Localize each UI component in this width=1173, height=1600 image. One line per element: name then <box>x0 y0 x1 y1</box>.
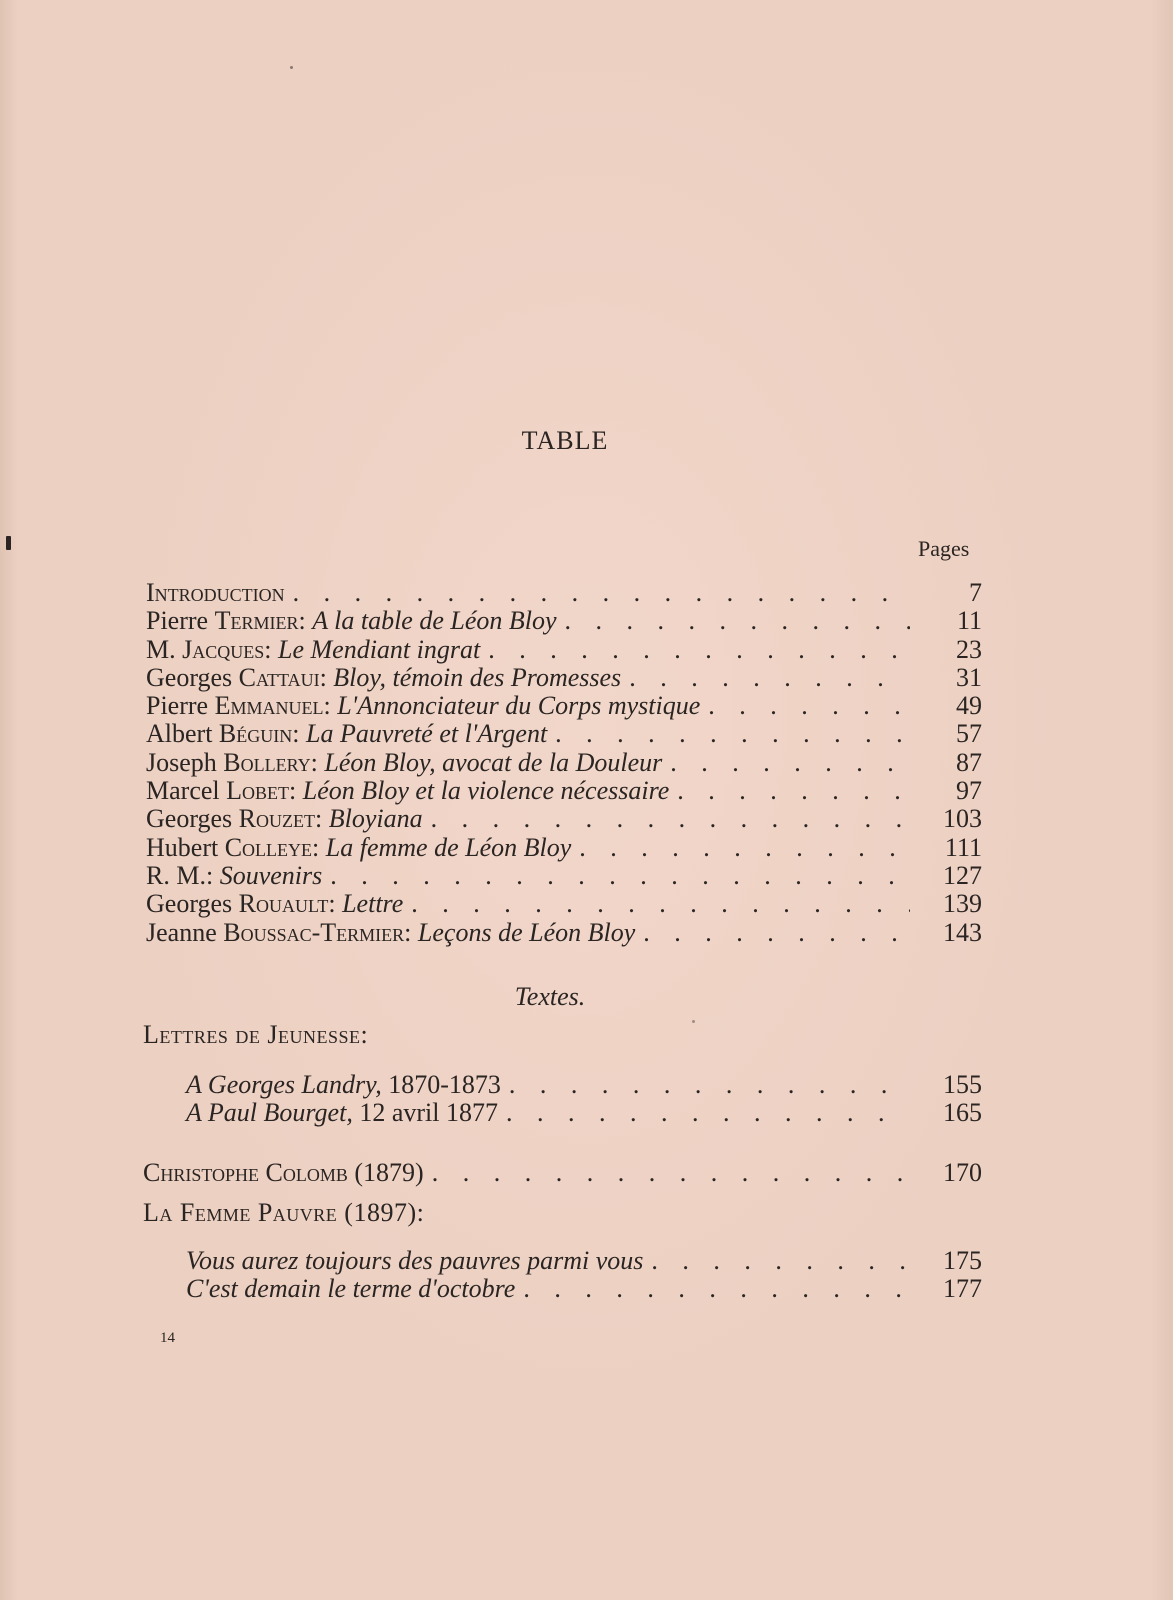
entry-page: 175 <box>943 1246 982 1275</box>
leader-dots <box>285 578 910 608</box>
toc-entry: Georges Cattaui: Bloy, témoin des Promesses . . . 31 <box>146 663 982 691</box>
entry-title: L'Annonciateur du Corps mystique <box>337 691 701 721</box>
entry-page: 49 <box>956 691 982 721</box>
entry-title: Le Mendiant ingrat <box>278 634 481 664</box>
entry-page: 97 <box>956 776 982 806</box>
leader-dots <box>480 635 910 665</box>
toc-entry: Georges Rouzet: Bloyiana . . . 103 <box>146 804 982 832</box>
leader-dots <box>498 1098 910 1128</box>
toc-entry: C'est demain le terme d'octobre . . . 177 <box>186 1274 982 1302</box>
entry-page: 170 <box>943 1158 982 1187</box>
entry-page: 165 <box>943 1098 982 1128</box>
entry-title: Léon Bloy et la violence nécessaire <box>302 776 670 806</box>
femme-pauvre-list <box>186 1246 982 1303</box>
toc-entry: M. Jacques: Le Mendiant ingrat . . . 23 <box>146 635 982 663</box>
entry-page: 31 <box>956 662 982 692</box>
christophe-entry <box>143 1158 982 1186</box>
leader-dots <box>571 833 910 863</box>
toc-entry: A Paul Bourget, 12 avril 1877 . . . 165 <box>186 1098 982 1126</box>
toc-entry <box>146 578 982 606</box>
toc-entry: Christophe Colomb (1879) . . . 170 <box>143 1158 982 1186</box>
leader-dots <box>662 748 910 778</box>
leader-dots <box>515 1274 910 1304</box>
toc-entry: Pierre Termier: A la table de Léon Bloy . . . 11 <box>146 606 982 634</box>
toc-entry: Hubert Colleye: La femme de Léon Bloy . . . 111 <box>146 833 982 861</box>
toc-entry: R. M.: Souvenirs . . . 127 <box>146 861 982 889</box>
leader-dots <box>557 606 910 636</box>
entry-author-surname: Colleye <box>224 832 313 862</box>
entry-author-surname: Cattaui <box>238 662 320 692</box>
ink-speck <box>290 66 293 69</box>
toc-entry: Vous aurez toujours des pauvres parmi vous . . . 175 <box>186 1246 982 1274</box>
entry-page: 87 <box>956 747 982 777</box>
entry-author-surname: Jacques <box>182 634 265 664</box>
leader-dots <box>547 719 910 749</box>
page-title: TABLE <box>521 426 609 455</box>
entry-author-surname: Lobet <box>226 776 290 806</box>
entry-page: 155 <box>943 1070 982 1099</box>
toc-entry: Joseph Bollery: Léon Bloy, avocat de la Douleur . . . 87 <box>146 748 982 776</box>
leader-dots <box>669 776 910 806</box>
entry-title: La Pauvreté et l'Argent <box>305 719 548 749</box>
entry-page: 103 <box>943 804 982 834</box>
entry-title: A la table de Léon Bloy <box>312 606 557 636</box>
leader-dots <box>700 691 910 721</box>
entry-title: La femme de Léon Bloy <box>325 832 572 862</box>
leader-dots <box>424 1158 910 1188</box>
entry-page: 23 <box>956 634 982 664</box>
leader-dots <box>635 918 910 948</box>
toc-entry: Pierre Emmanuel: L'Annonciateur du Corps mystique . . . 49 <box>146 691 982 719</box>
entry-page: 127 <box>943 860 982 890</box>
ink-speck <box>692 1020 695 1023</box>
toc-entry: A Georges Landry, 1870-1873 . . . 155 <box>186 1070 982 1098</box>
section-heading-femme-pauvre: La Femme Pauvre (1897): <box>143 1198 425 1227</box>
leader-dots <box>403 889 910 919</box>
entry-page: 143 <box>943 917 982 947</box>
entry-title: Bloyiana <box>328 804 423 834</box>
entry-page: 57 <box>956 719 982 749</box>
entry-title: Souvenirs <box>219 860 323 890</box>
leader-dots <box>643 1246 910 1276</box>
entry-author-surname: Emmanuel <box>214 691 324 721</box>
entry-author-surname: Rouault <box>238 889 329 919</box>
ink-speck <box>6 536 11 550</box>
toc-entry: Georges Rouault: Lettre . . . 139 <box>146 889 982 917</box>
leader-dots <box>501 1070 910 1100</box>
entry-author-surname: Boussac-Termier <box>223 917 405 947</box>
entry-author-surname: Termier <box>214 606 299 636</box>
leader-dots <box>423 804 910 834</box>
entry-page: 11 <box>956 606 982 636</box>
entry-author-surname: Bollery <box>223 747 311 777</box>
toc-entry: Jeanne Boussac-Termier: Leçons de Léon Bloy . . . 143 <box>146 918 982 946</box>
entry-author-surname: Rouzet <box>238 804 315 834</box>
entry-title: Léon Bloy, avocat de la Douleur <box>324 747 663 777</box>
entry-title: Leçons de Léon Bloy <box>417 917 636 947</box>
entry-author-surname: Introduction <box>146 578 285 607</box>
toc-entry: Albert Béguin: La Pauvreté et l'Argent . . . 57 <box>146 719 982 747</box>
entry-page: 7 <box>969 578 982 607</box>
entry-page: 177 <box>943 1274 982 1304</box>
pages-column-label: Pages <box>918 536 970 561</box>
entry-title: Lettre <box>342 889 404 919</box>
entry-page: 111 <box>944 832 982 862</box>
letters-list <box>186 1070 982 1127</box>
toc-entry: Marcel Lobet: Léon Bloy et la violence nécessaire . . . 97 <box>146 776 982 804</box>
leader-dots <box>621 663 910 693</box>
entry-page: 139 <box>943 889 982 919</box>
entry-title: Bloy, témoin des Promesses <box>333 662 622 692</box>
entry-author-surname: Béguin <box>218 719 293 749</box>
section-heading-lettres: Lettres de Jeunesse: <box>143 1020 369 1049</box>
page-number: 14 <box>160 1330 175 1346</box>
texts-heading: Textes. <box>514 982 586 1011</box>
contents-list <box>146 578 982 946</box>
leader-dots <box>322 861 910 891</box>
